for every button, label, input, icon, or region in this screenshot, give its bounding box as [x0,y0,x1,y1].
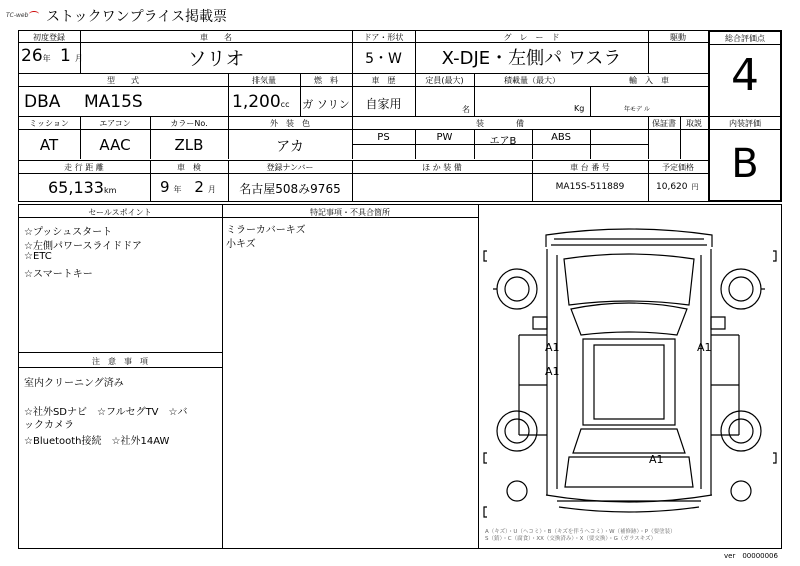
inspection-date: 9 年 2 月 [160,178,216,196]
damage-mark: A1 [649,453,664,466]
displacement: 1,200cc [232,92,290,112]
equipment-item: PS [377,132,390,143]
equipment-item: PW [436,132,453,143]
price-header: 予定価格 [662,163,694,172]
caution-line: ☆Bluetooth接続 ☆社外14AW [24,436,170,447]
damage-mark: A1 [545,365,560,378]
interior-score-label: 内装評価 [729,119,761,128]
site-logo: TC-web [6,11,39,19]
sales-point-item: ☆スマートキー [24,269,93,280]
fuel: ガ ソリン [302,98,350,111]
caution-line: ックカメラ [24,420,74,431]
model-header: 型 式 [107,76,139,85]
interior-score: B [731,141,759,187]
note-item: 小キズ [226,239,256,250]
sales-point-item: ☆左側パワースライドドア [24,241,142,252]
inspection-header: 車 検 [177,163,201,172]
exterior-color: アカ [276,139,304,155]
exterior-color-header: 外 装 色 [270,119,310,128]
load-unit: Kg [574,104,585,113]
color-no: ZLB [174,136,204,154]
manual-header: 取説 [686,119,702,128]
aircon-header: エアコン [99,119,131,128]
caution-line: 室内クリーニング済み [24,378,124,389]
car-name-header: 車 名 [200,33,232,42]
warranty-header: 保証書 [652,119,676,128]
capacity-header: 定員(最大) [425,76,464,85]
door-shape: 5・W [365,51,402,67]
first-reg-header: 初度登録 [33,33,65,42]
plate-number: 名古屋508み9765 [239,182,341,196]
car-name: ソリオ [187,48,245,70]
overall-score: 4 [731,50,759,101]
displacement-header: 排気量 [252,76,276,85]
first-reg-date: 26年 1 月 [21,46,83,66]
color-no-header: カラーNo. [170,119,208,128]
page-title: ストックワンプライス掲載票 [46,9,228,25]
mission: AT [39,136,59,154]
mileage-header: 走 行 距 離 [64,163,104,172]
plate-header: 登録ナンバー [266,163,314,172]
capacity-unit: 名 [462,105,470,114]
history-header: 車 歴 [371,76,396,85]
sales-points-header: セールスポイント [88,208,152,217]
logo-swoosh-icon [29,11,39,17]
overall-score-label: 総合評価点 [725,34,765,43]
grade-header: グ レ ー ド [503,33,560,42]
note-item: ミラーカバーキズ [226,225,306,236]
fuel-header: 燃 料 [314,76,338,85]
drive-header: 駆動 [670,33,686,42]
price: 10,620 円 [656,182,699,192]
damage-mark: A1 [545,341,560,354]
grade: X-DJE・左側パ ワスラ [441,48,622,69]
other-equipment-header: ほ か 装 備 [422,163,462,172]
chassis-header: 車 台 番 号 [570,163,610,172]
caution-header: 注 意 事 項 [92,357,148,366]
model-prefix: DBA [24,92,61,112]
aircon: AAC [99,136,131,154]
door-shape-header: ドア・形状 [363,33,404,42]
import-header: 輸 入 車 [629,76,669,85]
sales-point-item: ☆ETC [24,251,52,262]
caution-line: ☆社外SDナビ ☆フルセグTV ☆バ [24,407,188,418]
import-unit: 年モデ ル [624,106,650,113]
load-header: 積載量（最大） [504,76,560,85]
equipment-item: エアB [489,136,517,147]
model: MA15S [84,92,143,112]
chassis-number: MA15S-511889 [555,182,625,192]
car-damage-diagram [479,205,781,548]
notes-header: 特記事項・不具合箇所 [310,208,390,217]
history: 自家用 [365,97,402,111]
damage-legend: A（キズ）・U（ヘコミ）・B（キズを伴うヘコミ）・W（補修跡）・P（要塗装） S（錆）・C（腐食）・XX（交換済み）・X（要交換）・G（ガラスキズ） [485,529,676,542]
sales-point-item: ☆プッシュスタート [24,227,113,238]
damage-mark: A1 [697,341,712,354]
mileage: 65,133km [48,178,117,197]
mission-header: ミッション [29,119,69,128]
equipment-item: ABS [551,132,571,143]
version-label: ver 00000006 [724,552,778,560]
equipment-header: 装 備 [476,119,524,128]
